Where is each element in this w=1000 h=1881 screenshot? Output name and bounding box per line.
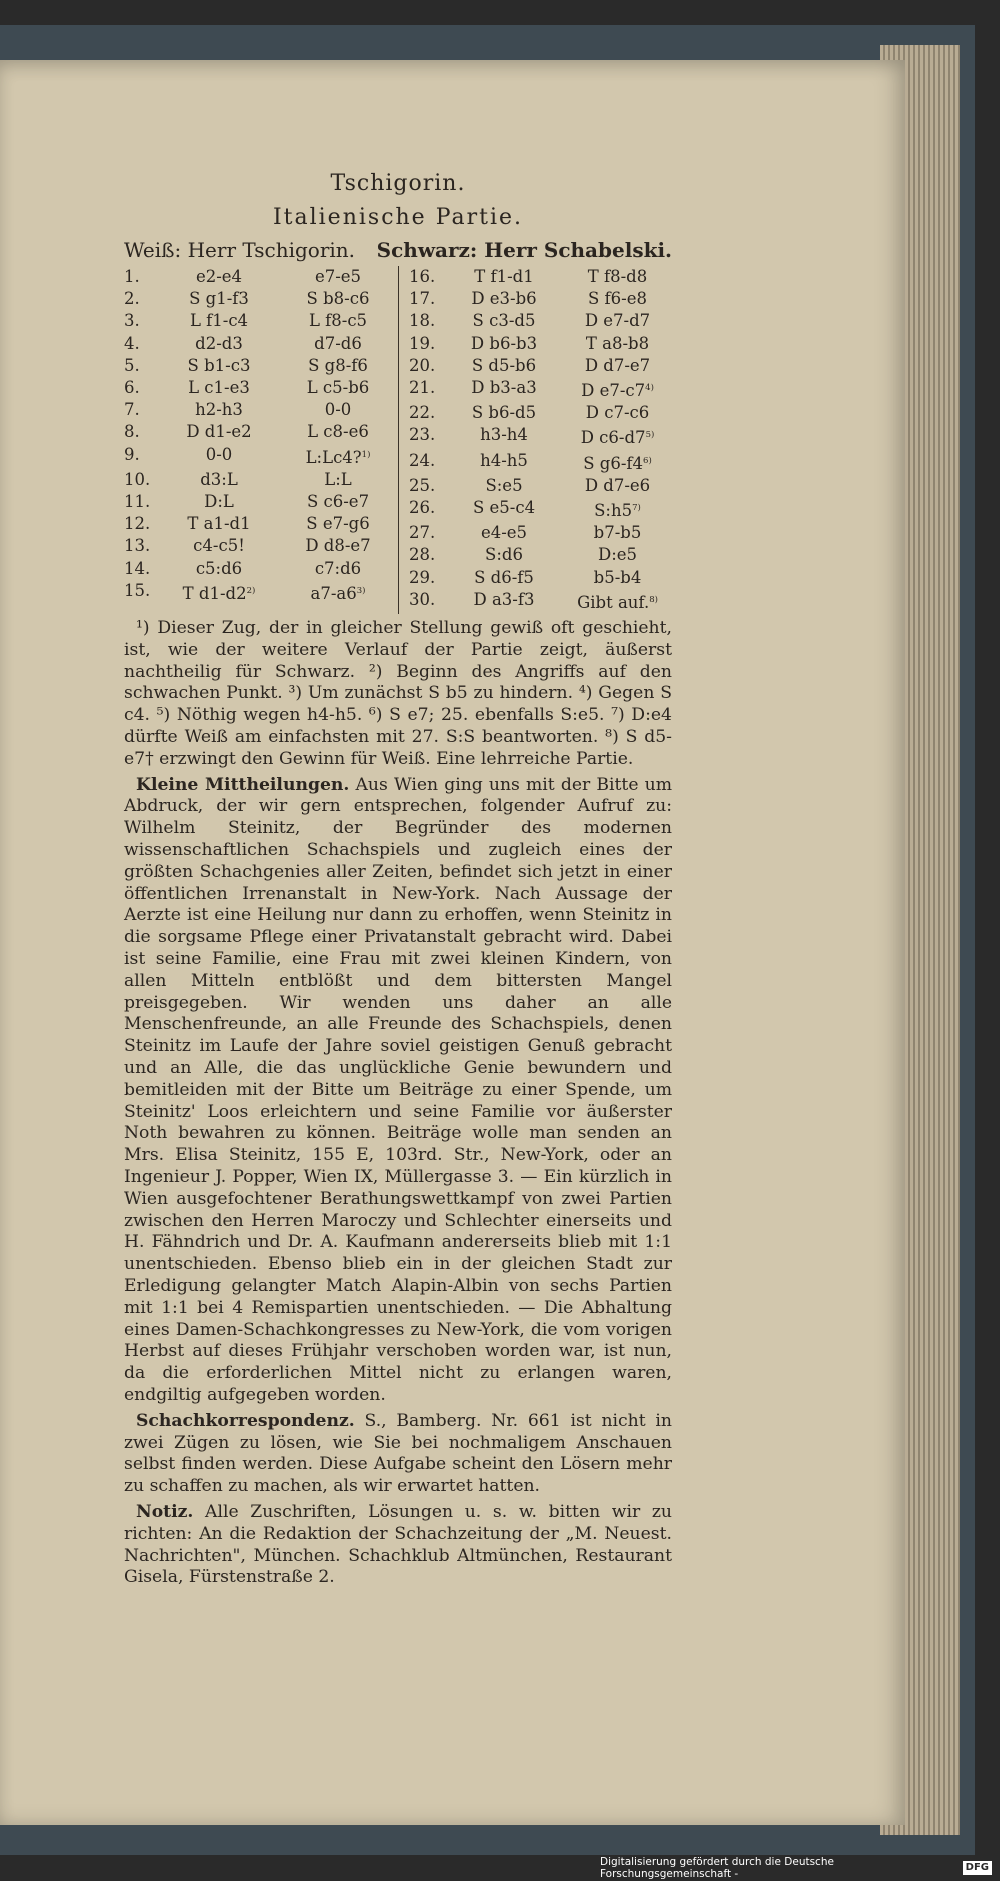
black-move-text: D c6-d7 bbox=[580, 428, 646, 448]
move-number: 7. bbox=[124, 400, 140, 420]
black-move-text: D d8-e7 bbox=[305, 536, 371, 556]
black-move bbox=[278, 580, 398, 605]
move-row bbox=[124, 310, 398, 332]
author-heading: Tschigorin. bbox=[330, 171, 466, 196]
white-move bbox=[160, 558, 278, 580]
white-move bbox=[445, 355, 563, 377]
white-move-text: h4-h5 bbox=[480, 450, 528, 470]
notice-section bbox=[124, 1502, 672, 1589]
move-row bbox=[124, 491, 398, 513]
black-move bbox=[278, 513, 398, 535]
white-move-text: D d1-e2 bbox=[186, 422, 252, 442]
move-number: 9. bbox=[124, 444, 140, 464]
move-row bbox=[409, 333, 672, 355]
footnote-marker: 3) bbox=[356, 585, 366, 596]
black-move bbox=[563, 355, 672, 377]
white-move-text: S b1-c3 bbox=[187, 355, 251, 375]
black-move bbox=[563, 333, 672, 355]
white-move-text: T d1-d2 bbox=[182, 583, 247, 603]
move-row bbox=[124, 444, 398, 469]
white-move-text: d3:L bbox=[200, 469, 238, 489]
white-move-text: D b6-b3 bbox=[470, 333, 538, 353]
white-move bbox=[160, 266, 278, 288]
black-move-text: L c8-e6 bbox=[307, 422, 369, 442]
footnote-marker: 1) bbox=[361, 449, 371, 460]
move-row bbox=[409, 402, 672, 424]
move-row bbox=[409, 589, 672, 614]
black-move-text: S g8-f6 bbox=[308, 355, 368, 375]
footnotes-text: ¹) Dieser Zug, der in gleicher Stellung gewiß oft geschieht, ist, wie der weitere Verlauf der Partie zeigt, äußerst nachtheilig für Schwarz. ²) Beginn des Angriffs auf den schwachen Punkt. ³) Um zunächst S b5 zu hindern. ⁴) Gegen S c4. ⁵) Nöthig wegen h4-h5. ⁶) S e7; 25. ebenfalls S:e5. ⁷) D:e4 dürfte Weiß am einfachsten mit 27. S:S beantworten. ⁸) S d5-e7† erzwingt den Gewinn für Weiß. Eine lehrreiche Partie. bbox=[124, 618, 672, 769]
white-move-text: S:d6 bbox=[485, 545, 523, 565]
white-move bbox=[160, 535, 278, 557]
footnote-marker: 6) bbox=[643, 455, 652, 466]
footnote-marker: 7) bbox=[632, 503, 641, 514]
move-row bbox=[124, 266, 398, 288]
white-move bbox=[160, 421, 278, 443]
black-move-text: a7-a6 bbox=[310, 583, 357, 603]
white-move-text: S:e5 bbox=[485, 475, 523, 495]
move-row bbox=[409, 266, 672, 288]
white-move-text: d2-d3 bbox=[195, 333, 243, 353]
move-number: 14. bbox=[124, 558, 151, 578]
black-move bbox=[563, 475, 672, 497]
black-move bbox=[278, 558, 398, 580]
move-number: 8. bbox=[124, 422, 140, 442]
move-row bbox=[124, 333, 398, 355]
white-move bbox=[160, 580, 278, 605]
black-move bbox=[278, 310, 398, 332]
black-move-text: D d7-e6 bbox=[584, 475, 651, 495]
white-move-text: L c1-e3 bbox=[188, 378, 250, 398]
move-row bbox=[124, 399, 398, 421]
move-number: 13. bbox=[124, 536, 151, 556]
black-move bbox=[563, 402, 672, 424]
moves-table bbox=[124, 266, 672, 614]
black-move bbox=[278, 355, 398, 377]
move-row bbox=[409, 497, 672, 522]
white-move bbox=[160, 333, 278, 355]
white-move-text: e4-e5 bbox=[480, 523, 528, 543]
white-move-text: c4-c5! bbox=[193, 536, 245, 556]
footnote-marker: 8) bbox=[649, 594, 658, 605]
white-move bbox=[160, 377, 278, 399]
black-move bbox=[278, 469, 398, 491]
move-row bbox=[409, 475, 672, 497]
white-move-text: S e5-c4 bbox=[472, 498, 536, 518]
move-row bbox=[124, 288, 398, 310]
black-move-text: b5-b4 bbox=[593, 567, 642, 587]
black-move-text: b7-b5 bbox=[593, 523, 642, 543]
black-move-text: L:Lc4? bbox=[305, 447, 362, 467]
black-move bbox=[278, 266, 398, 288]
move-row bbox=[409, 355, 672, 377]
white-move-text: T a1-d1 bbox=[187, 514, 251, 534]
move-number: 12. bbox=[124, 514, 151, 534]
white-move-text: S g1-f3 bbox=[189, 289, 249, 309]
black-move bbox=[278, 444, 398, 469]
white-move-text: S d6-f5 bbox=[474, 567, 534, 587]
white-move bbox=[445, 475, 563, 497]
white-move bbox=[445, 377, 563, 402]
move-number: 24. bbox=[409, 450, 436, 470]
white-move-text: e2-e4 bbox=[195, 267, 243, 286]
opening-title: Italienische Partie. bbox=[272, 205, 524, 230]
black-move bbox=[563, 377, 672, 402]
move-row bbox=[409, 424, 672, 449]
white-move bbox=[160, 355, 278, 377]
move-row bbox=[409, 377, 672, 402]
black-move-text: S g6-f4 bbox=[583, 453, 644, 473]
black-move bbox=[278, 399, 398, 421]
white-move bbox=[160, 399, 278, 421]
white-move bbox=[160, 444, 278, 469]
black-player: Schwarz: Herr Schabelski. bbox=[376, 238, 672, 262]
black-move bbox=[278, 535, 398, 557]
white-move-text: c5:d6 bbox=[195, 558, 243, 578]
move-number: 10. bbox=[124, 469, 151, 489]
white-move bbox=[445, 544, 563, 566]
white-move-text: D b3-a3 bbox=[471, 378, 537, 398]
white-move-text: h3-h4 bbox=[480, 425, 528, 445]
black-move bbox=[563, 589, 672, 614]
black-move-text: S:h5 bbox=[594, 501, 633, 521]
move-number: 30. bbox=[409, 589, 436, 609]
black-move-text: d7-d6 bbox=[314, 333, 362, 353]
black-move bbox=[278, 377, 398, 399]
black-move-text: D e7-c7 bbox=[581, 381, 646, 401]
black-move bbox=[563, 450, 672, 475]
move-number: 18. bbox=[409, 311, 436, 331]
black-move-text: T a8-b8 bbox=[585, 333, 650, 353]
black-move bbox=[278, 288, 398, 310]
move-number: 29. bbox=[409, 567, 436, 587]
black-move-text: S e7-g6 bbox=[306, 514, 370, 534]
white-move bbox=[445, 450, 563, 475]
move-row bbox=[124, 469, 398, 491]
white-move-text: S c3-d5 bbox=[472, 311, 536, 331]
move-number: 4. bbox=[124, 333, 140, 353]
white-player: Weiß: Herr Tschigorin. bbox=[124, 238, 356, 262]
black-move-text: D e7-d7 bbox=[584, 311, 651, 331]
white-move bbox=[160, 469, 278, 491]
white-move bbox=[445, 424, 563, 449]
move-number: 16. bbox=[409, 267, 436, 286]
move-row bbox=[124, 421, 398, 443]
move-number: 1. bbox=[124, 267, 140, 286]
footer-text: Digitalisierung gefördert durch die Deutsche Forschungsgemeinschaft - bbox=[600, 1856, 834, 1880]
dfg-logo: DFG bbox=[963, 1861, 992, 1875]
black-move bbox=[278, 421, 398, 443]
move-row bbox=[409, 544, 672, 566]
black-move bbox=[563, 544, 672, 566]
white-move bbox=[445, 522, 563, 544]
move-number: 11. bbox=[124, 492, 151, 512]
move-number: 19. bbox=[409, 333, 436, 353]
black-move bbox=[563, 497, 672, 522]
moves-left-column bbox=[124, 266, 398, 614]
white-move bbox=[445, 589, 563, 614]
black-move bbox=[563, 424, 672, 449]
black-move bbox=[563, 567, 672, 589]
black-move-text: Gibt auf. bbox=[577, 592, 650, 612]
move-number: 5. bbox=[124, 355, 140, 375]
move-number: 22. bbox=[409, 403, 436, 423]
page-text-block bbox=[124, 170, 672, 1589]
footnote-marker: 2) bbox=[246, 585, 256, 596]
white-move-text: D:L bbox=[204, 492, 234, 512]
book-page bbox=[0, 60, 905, 1825]
players-line bbox=[124, 236, 672, 264]
move-number: 6. bbox=[124, 378, 140, 398]
black-move bbox=[278, 333, 398, 355]
white-move bbox=[160, 491, 278, 513]
news-section bbox=[124, 775, 672, 1407]
move-row bbox=[409, 450, 672, 475]
white-move-text: h2-h3 bbox=[195, 400, 243, 420]
white-move-text: S d5-b6 bbox=[471, 355, 537, 375]
white-move-text: L f1-c4 bbox=[189, 311, 249, 331]
move-number: 17. bbox=[409, 289, 436, 309]
move-row bbox=[409, 522, 672, 544]
black-move-text: L f8-c5 bbox=[308, 311, 368, 331]
footnote-marker: 5) bbox=[645, 430, 655, 441]
notice-heading: Notiz. bbox=[136, 1501, 194, 1522]
black-move-text: L:L bbox=[324, 469, 352, 489]
move-row bbox=[124, 513, 398, 535]
black-move bbox=[563, 266, 672, 288]
move-number: 25. bbox=[409, 475, 436, 495]
white-move bbox=[160, 310, 278, 332]
black-move-text: S b8-c6 bbox=[306, 289, 370, 309]
white-move bbox=[445, 288, 563, 310]
black-move-text: T f8-d8 bbox=[587, 267, 648, 286]
correspondence-section bbox=[124, 1411, 672, 1498]
white-move bbox=[160, 513, 278, 535]
move-number: 20. bbox=[409, 355, 436, 375]
black-move-text: e7-e5 bbox=[314, 267, 362, 286]
footnote-marker: 4) bbox=[645, 383, 654, 394]
white-move-text: T f1-d1 bbox=[474, 267, 534, 286]
move-number: 2. bbox=[124, 289, 140, 309]
move-number: 23. bbox=[409, 425, 436, 445]
move-number: 3. bbox=[124, 311, 140, 331]
notice-text: Alle Zuschriften, Lösungen u. s. w. bitten wir zu richten: An die Redaktion der Schachzeitung der „M. Neuest. Nachrichten", München. Schachklub Altmünchen, Restaurant Gisela, Fürstenstraße 2. bbox=[124, 1501, 672, 1588]
black-move bbox=[278, 491, 398, 513]
move-number: 27. bbox=[409, 523, 436, 543]
correspondence-text: S., Bamberg. Nr. 661 ist nicht in zwei Zügen zu lösen, wie Sie bei nochmaligem Anschauen selbst finden werden. Diese Aufgabe scheint den Lösern mehr zu schaffen zu machen, als wir erwartet hatten. bbox=[124, 1410, 672, 1497]
move-row bbox=[124, 558, 398, 580]
move-row bbox=[409, 288, 672, 310]
moves-right-column bbox=[398, 266, 672, 614]
news-heading: Kleine Mittheilungen. bbox=[136, 774, 350, 795]
black-move-text: 0-0 bbox=[324, 400, 352, 420]
move-row bbox=[124, 535, 398, 557]
white-move bbox=[445, 266, 563, 288]
move-number: 21. bbox=[409, 378, 436, 398]
black-move bbox=[563, 288, 672, 310]
black-move-text: S c6-e7 bbox=[306, 492, 370, 512]
correspondence-heading: Schachkorrespondenz. bbox=[136, 1410, 355, 1431]
white-move-text: 0-0 bbox=[205, 444, 233, 464]
white-move bbox=[160, 288, 278, 310]
black-move bbox=[563, 522, 672, 544]
white-move bbox=[445, 333, 563, 355]
white-move bbox=[445, 402, 563, 424]
black-move-text: D d7-e7 bbox=[584, 355, 651, 375]
move-row bbox=[409, 567, 672, 589]
white-move bbox=[445, 567, 563, 589]
white-move bbox=[445, 497, 563, 522]
black-move bbox=[563, 310, 672, 332]
move-number: 15. bbox=[124, 580, 151, 600]
move-row bbox=[124, 580, 398, 605]
move-row bbox=[124, 377, 398, 399]
move-row bbox=[124, 355, 398, 377]
black-move-text: D:e5 bbox=[597, 545, 638, 565]
white-move-text: S b6-d5 bbox=[471, 403, 537, 423]
move-row bbox=[409, 310, 672, 332]
black-move-text: S f6-e8 bbox=[588, 289, 647, 309]
white-move-text: D a3-f3 bbox=[473, 589, 535, 609]
footnotes bbox=[124, 618, 672, 771]
news-text: Aus Wien ging uns mit der Bitte um Abdruck, der wir gern entsprechen, folgender Aufruf zu: Wilhelm Steinitz, der Begründer des modernen wissenschaftlichen Schachspiels und zugleich eines der größten Schachgenies aller Zeiten, befindet sich jetzt in einer öffentlichen Irrenanstalt in New-York. Nach Aussage der Aerzte ist eine Heilung nur dann zu erhoffen, wenn Steinitz in die sorgsame Pflege einer Privatanstalt gebracht wird. Dabei ist seine Familie, eine Frau mit zwei kleinen Kindern, von allen Mitteln entblößt und dem bittersten Mangel preisgegeben. Wir wenden uns daher an alle Menschenfreunde, an alle Freunde des Schachspiels, denen Steinitz im Laufe der Jahre soviel geistigen Genuß gebracht und an Alle, die das unglückliche Genie bewundern und bemitleiden mit der Bitte um Beiträge zu einer Spende, um Steinitz' Loos erleichtern und seine Familie vor äußerster Noth bewahren zu können. Beiträge wolle man senden an Mrs. Elisa Steinitz, 155 E, 103rd. Str., New-York, oder an Ingenieur J. Popper, Wien IX, Müllergasse 3. — Ein kürzlich in Wien ausgefochtener Berathungswettkampf von zwei Partien zwischen den Herren Maroczy und Schlechter einerseits und H. Fähndrich und Dr. A. Kaufmann andererseits blieb mit 1:1 unentschieden. Ebenso blieb ein in der gleichen Stadt zur Erledigung gelangter Match Alapin-Albin von sechs Partien mit 1:1 bei 4 Remispartien unentschieden. — Die Abhaltung eines Damen-Schachkongresses zu New-York, die vom vorigen Herbst auf dieses Frühjahr verschoben worden war, ist nun, da die erforderlichen Mittel nicht zu erlangen waren, endgiltig aufgegeben worden. bbox=[124, 774, 672, 1405]
move-number: 28. bbox=[409, 545, 436, 565]
digitization-footer bbox=[600, 1858, 992, 1878]
black-move-text: D c7-c6 bbox=[585, 403, 650, 423]
white-move-text: D e3-b6 bbox=[471, 289, 537, 309]
white-move bbox=[445, 310, 563, 332]
black-move-text: c7:d6 bbox=[314, 558, 362, 578]
move-number: 26. bbox=[409, 498, 436, 518]
black-move-text: L c5-b6 bbox=[306, 378, 370, 398]
